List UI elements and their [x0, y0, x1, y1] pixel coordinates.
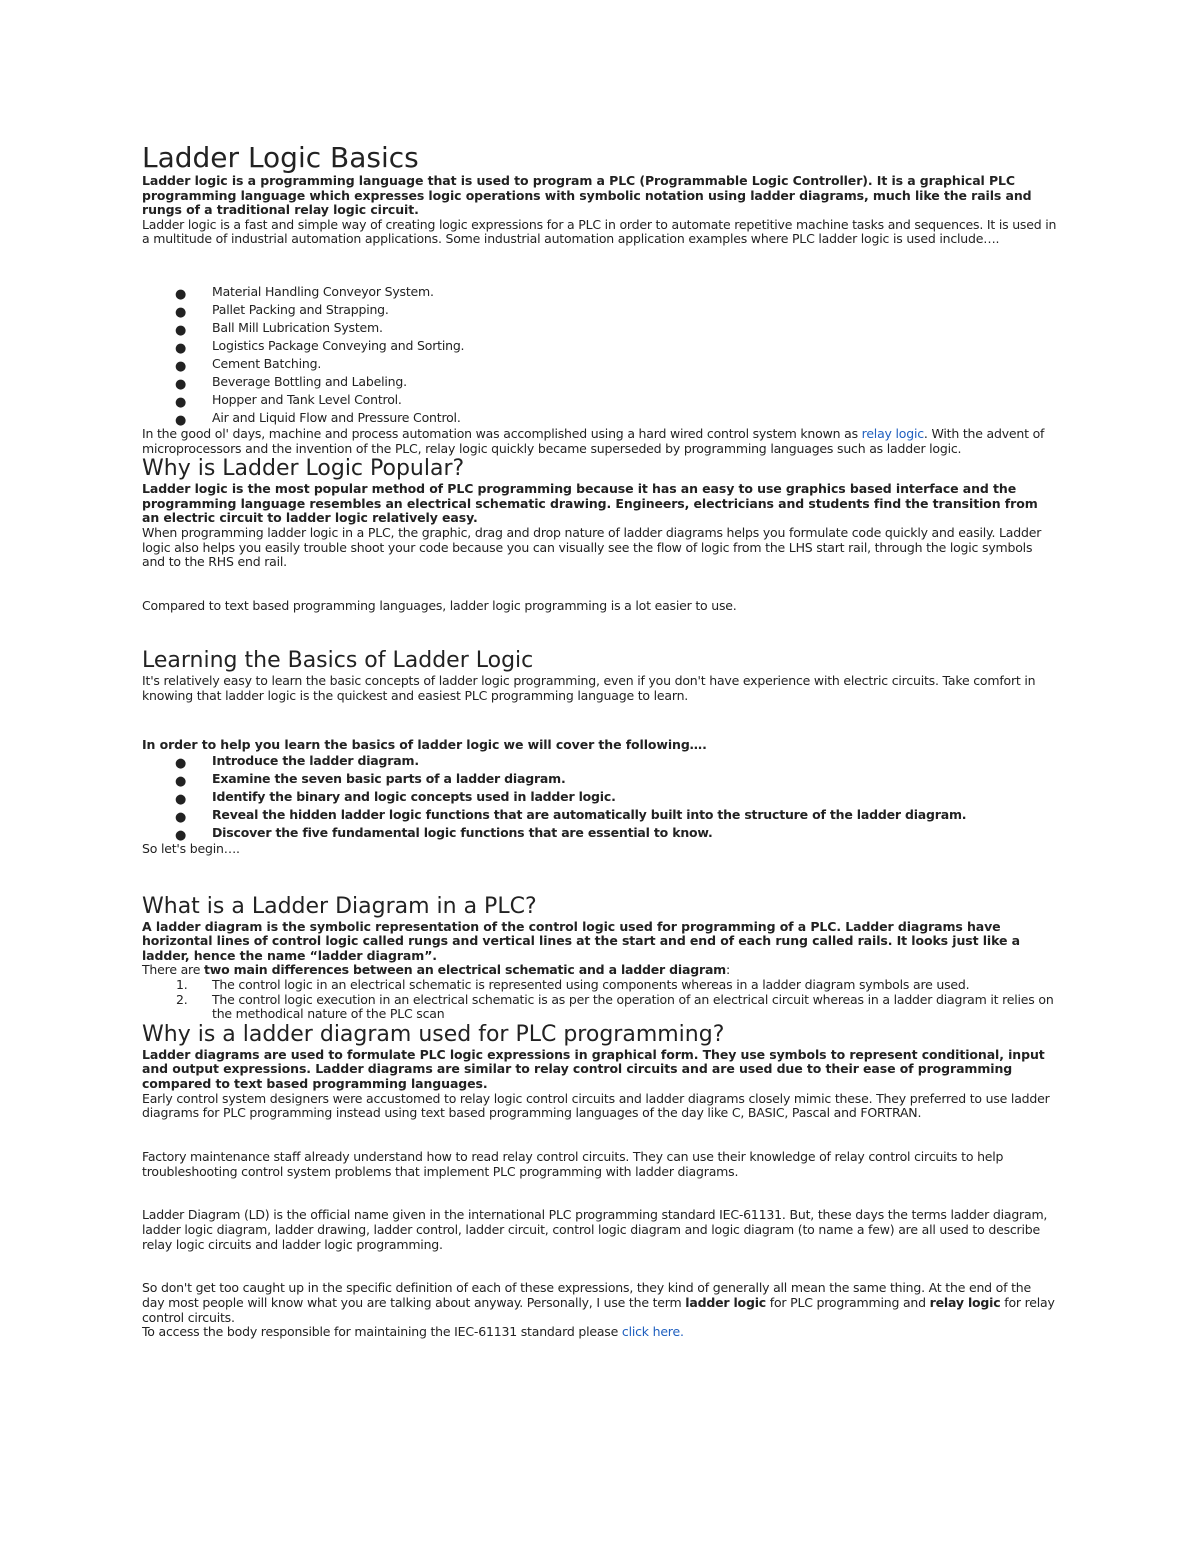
usage-paragraph-4: So don't get too caught up in the specific definition of each of these expressions, they kind of generally all mean the same thing. At the end of the day most people will know what you are talking about anyway. Personally, I use the term ladder logic for PLC programming and relay logic for relay control circuits. — [142, 1280, 1055, 1325]
page-title: Ladder Logic Basics — [142, 141, 419, 174]
bullet-icon: ● — [175, 376, 187, 392]
list-item: ● Introduce the ladder diagram. — [175, 753, 419, 772]
popular-body: When programming ladder logic in a PLC, the graphic, drag and drop nature of ladder diagrams helps you formulate code quickly and easily. Ladder logic also helps you easily trouble shoot your code because you can visually see the flow of logic from the LHS start rail, through the logic symbols and to the RHS end rail. — [142, 524, 1042, 570]
examples-list — [142, 283, 1057, 427]
usage-lead: Ladder diagrams are used to formulate PLC logic expressions in graphical form. They use symbols to represent conditional, input and output expressions. Ladder diagrams are similar to relay control circuits and are used due to their ease of programming compared to text based programming languages. — [142, 1046, 1045, 1091]
bullet-icon: ● — [175, 774, 187, 790]
usage-paragraph-3: Ladder Diagram (LD) is the official name given in the international PLC programming standard IEC-61131. But, these days the terms ladder diagram, ladder logic diagram, ladder drawing, ladder control, ladder circuit, control logic diagram and logic diagram (to name a few) are all used to describe relay logic circuits and ladder logic programming. — [142, 1207, 1048, 1252]
popular-compare: Compared to text based programming languages, ladder logic programming is a lot easier to use. — [142, 597, 737, 613]
section-heading-diagram: What is a Ladder Diagram in a PLC? — [142, 893, 537, 919]
history-paragraph: In the good ol' days, machine and process automation was accomplished using a hard wired control system known as relay logic. With the advent of microprocessors and the invention of the PLC, relay logic quickly became superseded by programming languages such as ladder logic. — [142, 425, 1045, 456]
usage-access: To access the body responsible for maintaining the IEC-61131 standard please click here. — [142, 1324, 684, 1340]
list-item: ● Beverage Bottling and Labeling. — [175, 373, 407, 392]
bullet-icon: ● — [175, 792, 187, 808]
diagram-lead: A ladder diagram is the symbolic representation of the control logic used for programming of a PLC. Ladder diagrams have horizontal lines of control logic called rungs and vertical lines at the start and end of each rung called rails. It looks just like a ladder, hence the name “ladder diagram”. — [142, 918, 1020, 963]
section-heading-popular: Why is Ladder Logic Popular? — [142, 456, 465, 482]
bullet-icon: ● — [175, 810, 187, 826]
bullet-icon: ● — [175, 286, 187, 302]
bullet-icon: ● — [175, 304, 187, 320]
bullet-icon: ● — [175, 756, 187, 772]
usage-paragraph-2: Factory maintenance staff already understand how to read relay control circuits. They can use their knowledge of relay control circuits to help troubleshooting control system problems that implement PLC programming with ladder diagrams. — [142, 1148, 1004, 1179]
list-item: ● Hopper and Tank Level Control. — [175, 391, 402, 410]
list-item: ● Logistics Package Conveying and Sorting. — [175, 337, 465, 356]
list-item: ● Identify the binary and logic concepts used in ladder logic. — [175, 789, 616, 808]
list-item: ● Cement Batching. — [175, 355, 322, 374]
list-item: 2. The control logic execution in an electrical schematic is as per the operation of an electrical circuit whereas in a ladder diagram it relies on the methodical nature of the PLC scan — [176, 991, 1054, 1022]
learning-body: It's relatively easy to learn the basic concepts of ladder logic programming, even if you don't have experience with electric circuits. Take comfort in knowing that ladder logic is the quickest and easiest PLC programming language to learn. — [142, 673, 1036, 703]
list-item: ● Air and Liquid Flow and Pressure Control. — [175, 409, 461, 428]
bullet-icon: ● — [175, 412, 187, 428]
bullet-icon: ● — [175, 340, 187, 356]
intro-lead: Ladder logic is a programming language that is used to program a PLC (Programmable Logic Controller). It is a graphical PLC programming language which expresses logic operations with symbolic notation using ladder diagrams, much like the rails and rungs of a traditional relay logic circuit. — [142, 173, 1032, 218]
list-item: ● Examine the seven basic parts of a ladder diagram. — [175, 771, 566, 790]
topics-list — [142, 752, 1057, 842]
relay-logic-link[interactable]: relay logic — [861, 425, 924, 441]
list-item: ● Material Handling Conveyor System. — [175, 283, 434, 302]
document-content — [142, 142, 1057, 1340]
spacer — [142, 247, 1057, 283]
diagram-differences-intro: There are two main differences between an electrical schematic and a ladder diagram: — [142, 962, 731, 978]
section-heading-learning: Learning the Basics of Ladder Logic — [142, 648, 534, 674]
list-item: ● Ball Mill Lubrication System. — [175, 319, 383, 338]
usage-paragraph-1: Early control system designers were accustomed to relay logic control circuits and ladder diagrams closely mimic these. They preferred to use ladder diagrams for PLC programming instead using text based programming languages of the day like C, BASIC, Pascal and FORTRAN. — [142, 1090, 1050, 1121]
learning-lead: In order to help you learn the basics of ladder logic we will cover the following…. — [142, 736, 707, 752]
section-heading-usage: Why is a ladder diagram used for PLC programming? — [142, 1021, 725, 1047]
bullet-icon: ● — [175, 358, 187, 374]
bullet-icon: ● — [175, 322, 187, 338]
differences-list — [142, 978, 1057, 1022]
list-item: ● Pallet Packing and Strapping. — [175, 301, 389, 320]
bullet-icon: ● — [175, 394, 187, 410]
list-item: ● Discover the five fundamental logic functions that are essential to know. — [175, 825, 713, 844]
intro-body: Ladder logic is a fast and simple way of creating logic expressions for a PLC in order to automate repetitive machine tasks and sequences. It is used in a multitude of industrial automation applications. Some industrial automation application examples where PLC ladder logic is used include…. — [142, 216, 1057, 247]
click-here-link[interactable]: click here. — [621, 1324, 684, 1340]
list-item: ● Reveal the hidden ladder logic functions that are automatically built into the structure of the ladder diagram. — [175, 807, 967, 826]
popular-lead: Ladder logic is the most popular method of PLC programming because it has an easy to use graphics based interface and the programming language resembles an electrical schematic drawing. Engineers, electricians and students find the transition from an electric circuit to ladder logic relatively easy. — [142, 481, 1038, 526]
learning-begin: So let's begin…. — [142, 841, 240, 857]
bullet-icon: ● — [175, 828, 187, 844]
list-item: 1. The control logic in an electrical schematic is represented using components whereas in a ladder diagram symbols are used. — [176, 977, 970, 993]
